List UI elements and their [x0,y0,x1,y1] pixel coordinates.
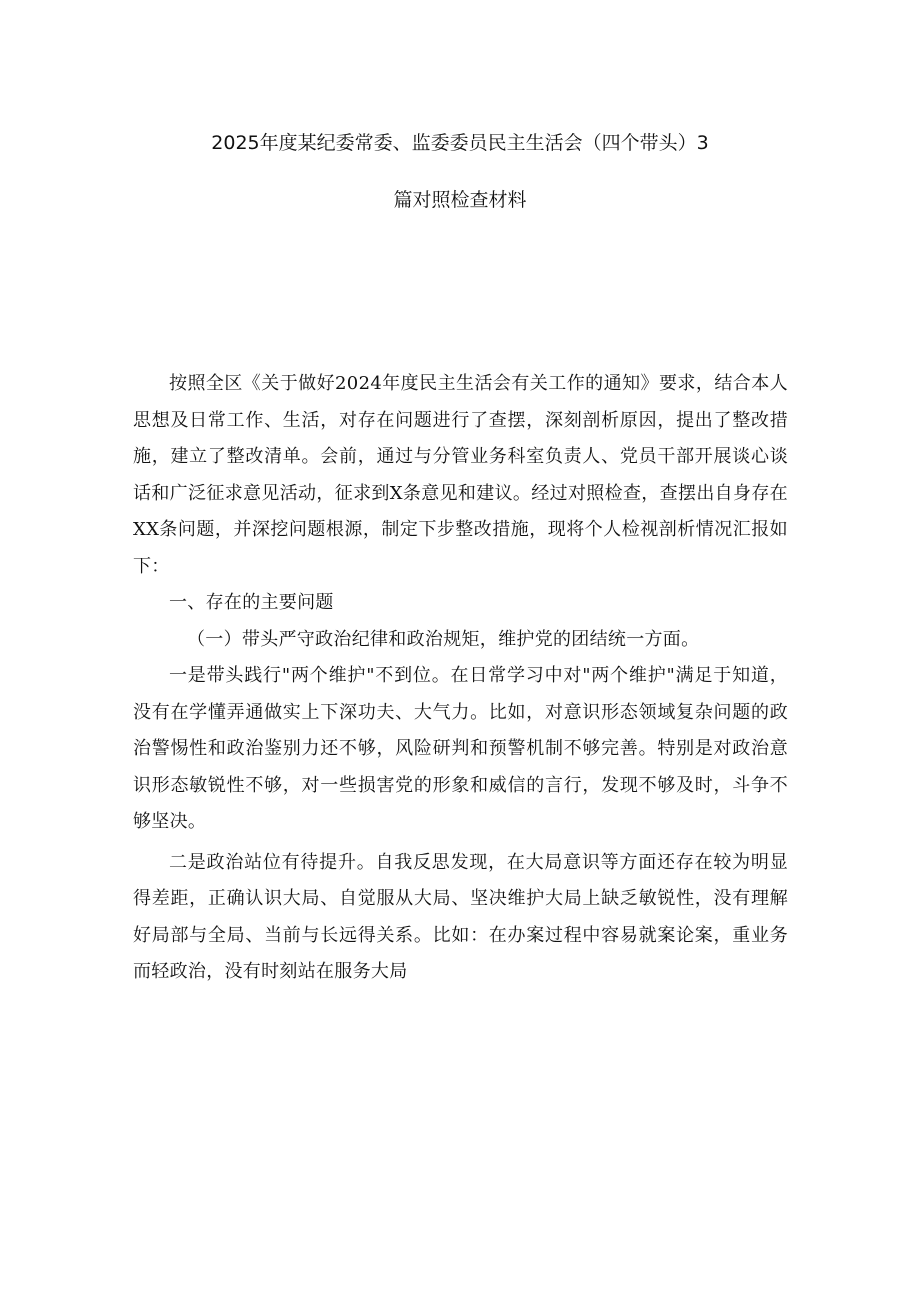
document-title-line-1: 2025年度某纪委常委、监委委员民主生活会（四个带头）3 [211,132,709,154]
problem-point-2: 二是政治站位有待提升。自我反思发现，在大局意识等方面还存在较为明显得差距，正确认识大局、自觉服从大局、坚决维护大局上缺乏敏锐性，没有理解好局部与全局、当前与长远得关系。比如：在办案过程中容易就案论案，重业务而轻政治，没有时刻站在服务大局 [133,851,788,982]
section-heading: 一、存在的主要问题 [169,592,334,613]
document-title-line-2: 篇对照检查材料 [393,189,527,211]
subsection-heading: （一）带头严守政治纪律和政治规矩，维护党的团结统一方面。 [187,628,700,650]
intro-paragraph: 按照全区《关于做好2024年度民主生活会有关工作的通知》要求，结合本人思想及日常工作、生活，对存在问题进行了查摆，深刻剖析原因，提出了整改措施，建立了整改清单。会前，通过与分管业务科室负责人、党员干部开展谈心谈话和广泛征求意见活动，征求到X条意见和建议。经过对照检查，查摆出自身存在XX条问题，并深挖问题根源，制定下步整改措施，现将个人检视剖析情况汇报如下： [133,373,788,577]
problem-point-1: 一是带头践行"两个维护"不到位。在日常学习中对"两个维护"满足于知道，没有在学懂弄通做实上下深功夫、大气力。比如，对意识形态领域复杂问题的政治警惕性和政治鉴别力还不够，风险研判和预警机制不够完善。特别是对政治意识形态敏锐性不够，对一些损害党的形象和威信的言行，发现不够及时，斗争不够坚决。 [133,665,788,832]
document-body [133,366,788,991]
